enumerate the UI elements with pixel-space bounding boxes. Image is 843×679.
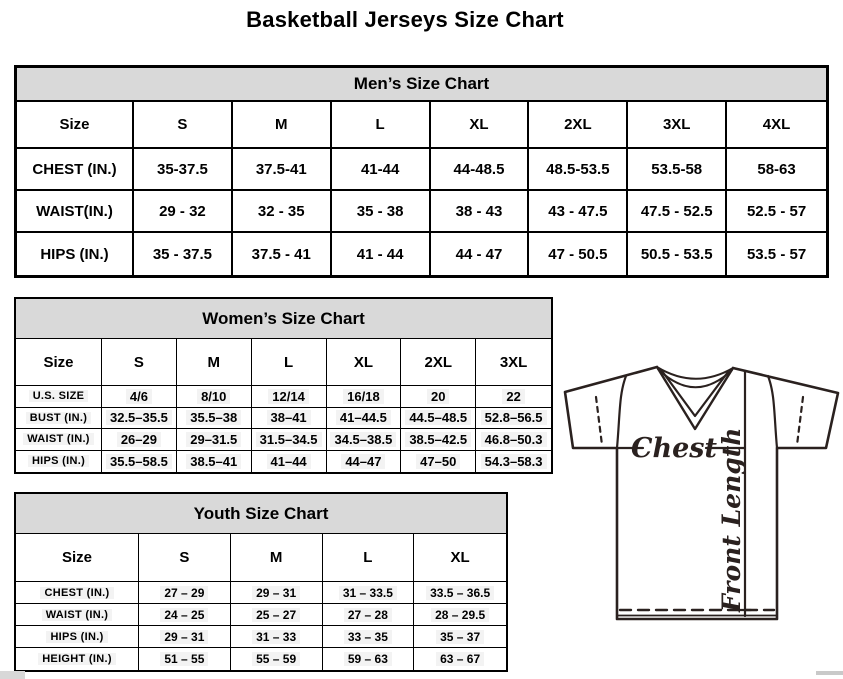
table-cell (102, 429, 177, 451)
cell-text: 33.5 – 36.5 (426, 586, 494, 600)
table-cell: 32 - 35 (233, 191, 332, 233)
row-label (16, 604, 139, 626)
table-cell (401, 408, 476, 430)
cell-text: 35.5–58.5 (106, 454, 172, 469)
table-cell (323, 626, 415, 648)
table-cell (231, 582, 323, 604)
column-header: 3XL (476, 339, 551, 386)
mens-table-title: Men’s Size Chart (17, 68, 826, 102)
cell-text: 12/14 (268, 389, 309, 404)
womens-table-grid (16, 339, 551, 472)
table-cell (323, 604, 415, 626)
cell-text: 27 – 29 (160, 586, 208, 600)
cell-text: 4/6 (126, 389, 152, 404)
column-header: XL (414, 534, 506, 582)
cell-text: 27 – 28 (344, 608, 392, 622)
table-cell (177, 408, 252, 430)
table-cell: 44-48.5 (431, 149, 530, 191)
table-cell: 44 - 47 (431, 233, 530, 275)
cell-text: 31.5–34.5 (256, 432, 322, 447)
table-cell (323, 648, 415, 670)
column-header: M (231, 534, 323, 582)
row-label (16, 582, 139, 604)
table-cell (401, 451, 476, 473)
cell-text: 38.5–42.5 (405, 432, 471, 447)
table-cell (231, 626, 323, 648)
right-cuff-dashed-line (797, 397, 803, 445)
mens-size-table (14, 65, 829, 278)
table-cell (139, 582, 231, 604)
cell-text: 32.5–35.5 (106, 410, 172, 425)
youth-size-table (14, 492, 508, 672)
table-cell (414, 648, 506, 670)
row-label-text: CHEST (IN.) (40, 587, 113, 599)
table-cell: 35 - 37.5 (134, 233, 233, 275)
table-cell (231, 604, 323, 626)
table-cell (177, 386, 252, 408)
table-cell (139, 604, 231, 626)
table-cell: 47 - 50.5 (529, 233, 628, 275)
row-label-text: HEIGHT (IN.) (38, 653, 116, 665)
womens-table-title: Women’s Size Chart (16, 299, 551, 339)
row-label-text: U.S. SIZE (29, 390, 89, 402)
column-header: Size (16, 339, 102, 386)
table-cell: 58-63 (727, 149, 826, 191)
column-header: S (134, 102, 233, 149)
jersey-outline (565, 367, 838, 619)
page-title: Basketball Jerseys Size Chart (246, 7, 564, 32)
table-cell (401, 386, 476, 408)
table-cell: 35 - 38 (332, 191, 431, 233)
cell-text: 8/10 (197, 389, 230, 404)
table-cell: 37.5-41 (233, 149, 332, 191)
table-cell (323, 582, 415, 604)
row-label-text: BUST (IN.) (26, 412, 91, 424)
table-cell: 53.5 - 57 (746, 245, 807, 263)
mens-table-grid (17, 102, 826, 275)
table-cell: 29 - 32 (134, 191, 233, 233)
womens-size-table (14, 297, 553, 474)
row-label-text: HIPS (IN.) (46, 631, 107, 643)
table-cell (139, 626, 231, 648)
row-label: HIPS (IN.) (17, 233, 134, 275)
column-header: L (252, 339, 327, 386)
table-cell (401, 429, 476, 451)
cell-text: 22 (502, 389, 524, 404)
table-cell (327, 386, 402, 408)
table-cell (177, 451, 252, 473)
table-cell (414, 626, 506, 648)
table-cell: 37.5 - 41 (233, 233, 332, 275)
row-label (16, 429, 102, 451)
row-label: CHEST (IN.) (17, 149, 134, 191)
cell-text: 35.5–38 (186, 410, 241, 425)
table-cell: 38 - 43 (431, 191, 530, 233)
column-header: XL (327, 339, 402, 386)
column-header: 4XL (727, 102, 826, 149)
youth-table-title: Youth Size Chart (16, 494, 506, 534)
column-header: S (102, 339, 177, 386)
left-cuff-dashed-line (596, 397, 602, 445)
cell-text: 44.5–48.5 (405, 410, 471, 425)
table-cell: 53.5-58 (628, 149, 727, 191)
row-label (16, 648, 139, 670)
vneck-outer (657, 367, 733, 429)
cell-text: 31 – 33.5 (339, 586, 397, 600)
scrollbar-fragment-left[interactable] (0, 671, 25, 679)
table-cell (252, 386, 327, 408)
column-header: L (332, 102, 431, 149)
cell-text: 51 – 55 (160, 652, 208, 666)
row-label-text: HIPS (IN.) (28, 455, 89, 467)
cell-text: 44–47 (341, 454, 385, 469)
cell-text: 47–50 (416, 454, 460, 469)
row-label (16, 626, 139, 648)
column-header: 2XL (529, 102, 628, 149)
cell-text: 28 – 29.5 (431, 608, 489, 622)
table-cell: 48.5-53.5 (529, 149, 628, 191)
table-cell (252, 429, 327, 451)
row-label (16, 408, 102, 430)
column-header: S (139, 534, 231, 582)
table-cell (139, 648, 231, 670)
table-cell (102, 451, 177, 473)
table-cell (476, 408, 551, 430)
table-cell (476, 451, 551, 473)
table-cell (231, 648, 323, 670)
front-length-label: Front Length (717, 427, 746, 612)
right-sleeve-seam (768, 376, 777, 448)
table-cell: 47.5 - 52.5 (628, 191, 727, 233)
cell-text: 55 – 59 (252, 652, 300, 666)
cell-text: 52.8–56.5 (481, 410, 547, 425)
cell-text: 29–31.5 (186, 432, 241, 447)
cell-text: 59 – 63 (344, 652, 392, 666)
row-label (16, 386, 102, 408)
cell-text: 24 – 25 (160, 608, 208, 622)
table-cell: 50.5 - 53.5 (628, 233, 727, 275)
youth-table-grid (16, 534, 506, 670)
cell-text: 46.8–50.3 (481, 432, 547, 447)
table-cell (252, 408, 327, 430)
cell-text: 41–44.5 (336, 410, 391, 425)
table-cell (327, 429, 402, 451)
cell-text: 54.3–58.3 (481, 454, 547, 469)
column-header: L (323, 534, 415, 582)
jersey-measurement-diagram (556, 360, 843, 626)
row-label-text: WAIST (IN.) (23, 433, 94, 445)
table-cell (327, 408, 402, 430)
cell-text: 35 – 37 (436, 630, 484, 644)
column-header: Size (17, 102, 134, 149)
scrollbar-fragment-right[interactable] (816, 671, 843, 675)
table-cell: 35-37.5 (134, 149, 233, 191)
cell-text: 29 – 31 (160, 630, 208, 644)
table-cell (414, 604, 506, 626)
column-header: M (177, 339, 252, 386)
cell-text: 34.5–38.5 (330, 432, 396, 447)
cell-text: 63 – 67 (436, 652, 484, 666)
cell-text: 33 – 35 (344, 630, 392, 644)
cell-text: 31 – 33 (252, 630, 300, 644)
cell-text: 20 (427, 389, 449, 404)
left-sleeve-seam (617, 376, 626, 448)
row-label (16, 451, 102, 473)
table-cell: 41-44 (332, 149, 431, 191)
cell-text: 16/18 (343, 389, 384, 404)
table-cell (327, 451, 402, 473)
column-header: M (233, 102, 332, 149)
cell-text: 26–29 (117, 432, 161, 447)
cell-text: 25 – 27 (252, 608, 300, 622)
row-label: WAIST(IN.) (17, 191, 134, 233)
cell-text: 29 – 31 (252, 586, 300, 600)
row-label-text: WAIST (IN.) (42, 609, 113, 621)
cell-text: 38–41 (267, 410, 311, 425)
cell-text: 38.5–41 (186, 454, 241, 469)
table-cell: 41 - 44 (332, 233, 431, 275)
table-cell (476, 429, 551, 451)
column-header: Size (16, 534, 139, 582)
table-cell (177, 429, 252, 451)
table-cell (102, 408, 177, 430)
table-cell (252, 451, 327, 473)
table-cell: 52.5 - 57 (727, 191, 826, 233)
column-header: 2XL (401, 339, 476, 386)
table-cell: 43 - 47.5 (529, 191, 628, 233)
cell-text: 41–44 (267, 454, 311, 469)
column-header: 3XL (628, 102, 727, 149)
table-cell (414, 582, 506, 604)
table-cell (102, 386, 177, 408)
table-cell (476, 386, 551, 408)
column-header: XL (431, 102, 530, 149)
chest-label: Chest (631, 433, 717, 464)
